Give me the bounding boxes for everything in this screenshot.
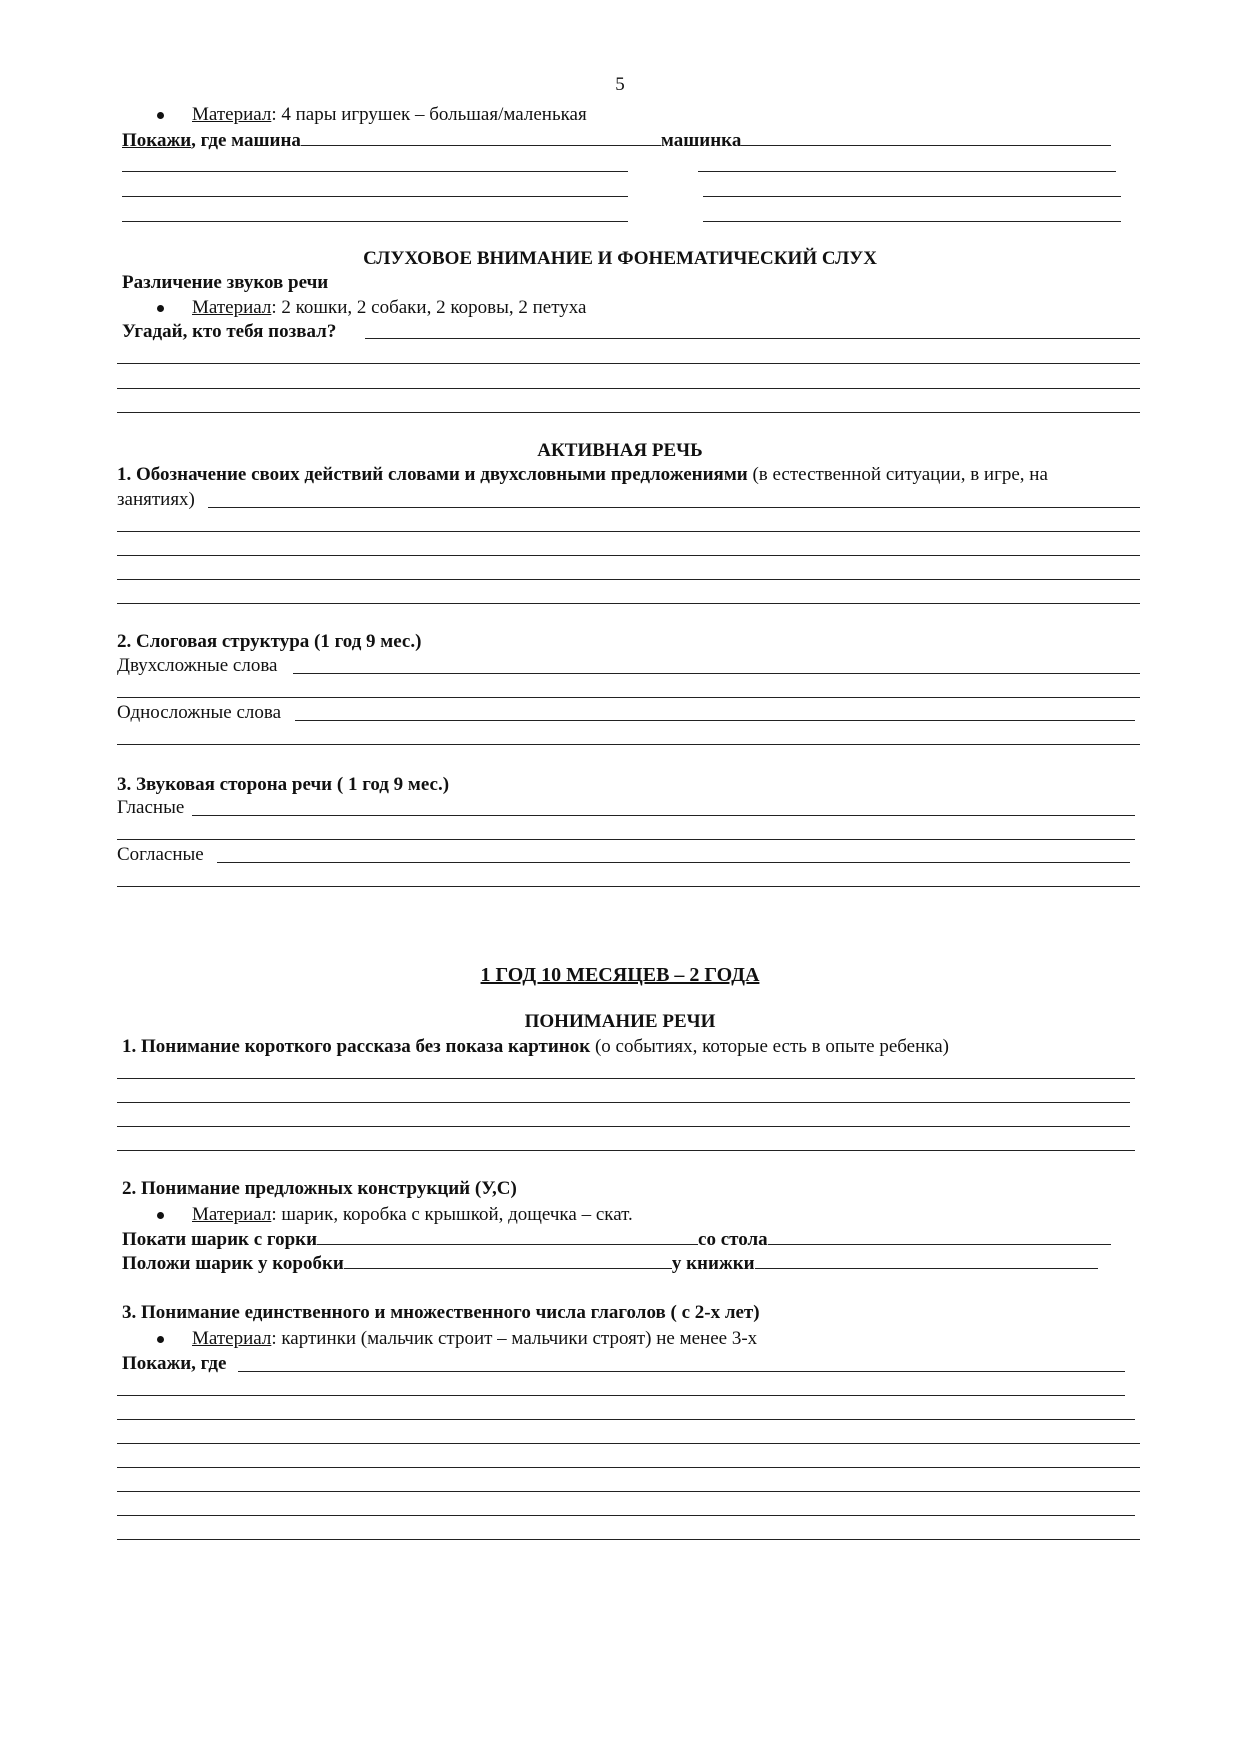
answer-line[interactable]	[703, 221, 1121, 222]
speech-understanding-heading: ПОНИМАНИЕ РЕЧИ	[524, 1011, 716, 1032]
answer-line[interactable]	[117, 1515, 1135, 1516]
material-text: : 4 пары игрушек – большая/маленькая	[271, 104, 587, 125]
answer-line[interactable]	[208, 507, 1140, 508]
answer-line[interactable]	[122, 221, 628, 222]
material-text: : 2 кошки, 2 собаки, 2 коровы, 2 петуха	[271, 297, 587, 318]
age-item3-material-line	[192, 1328, 757, 1350]
answer-line[interactable]	[217, 862, 1130, 863]
answer-line[interactable]	[117, 1395, 1125, 1396]
answer-line[interactable]	[117, 1150, 1135, 1151]
answer-line[interactable]	[122, 171, 628, 172]
near-book-label: у книжки	[671, 1253, 755, 1274]
active-item1-bold: 1. Обозначение своих действий словами и двухсловными предложениями	[117, 464, 748, 485]
bullet-icon	[157, 112, 164, 119]
put-ball-line	[122, 1253, 1098, 1275]
answer-line[interactable]	[192, 815, 1135, 816]
answer-line[interactable]	[117, 1126, 1130, 1127]
answer-line[interactable]	[117, 1078, 1135, 1079]
answer-line[interactable]	[703, 196, 1121, 197]
bullet-icon	[157, 1212, 164, 1219]
age-item2-material-line	[192, 1204, 633, 1226]
answer-line[interactable]	[117, 603, 1140, 604]
material-label: Материал	[192, 1328, 272, 1349]
answer-line[interactable]	[117, 388, 1140, 389]
answer-line[interactable]	[344, 1254, 672, 1269]
answer-line[interactable]	[117, 1467, 1140, 1468]
material-label: Материал	[192, 297, 272, 318]
answer-line[interactable]	[317, 1230, 698, 1245]
consonants-label: Согласные	[117, 844, 204, 865]
answer-line[interactable]	[741, 131, 1111, 146]
roll-ball-line	[122, 1229, 1111, 1251]
active-item1-rest: (в естественной ситуации, в игре, на	[747, 464, 1048, 485]
auditory-material-line	[192, 297, 586, 319]
show-label: Покажи	[122, 130, 192, 151]
vowels-label: Гласные	[117, 797, 185, 818]
roll-ball-label: Покати шарик с горки	[122, 1229, 318, 1250]
section-heading-active-speech: АКТИВНАЯ РЕЧЬ	[537, 440, 703, 461]
active-item2-heading: 2. Слоговая структура (1 год 9 мес.)	[117, 631, 422, 652]
age-section-heading: 1 ГОД 10 МЕСЯЦЕВ – 2 ГОДА	[480, 964, 760, 986]
answer-line[interactable]	[117, 1419, 1135, 1420]
active-item1-cont: занятиях)	[117, 489, 195, 510]
page-number: 5	[615, 74, 625, 95]
age-item1-line	[122, 1036, 949, 1058]
second-item: машинка	[660, 130, 742, 151]
material-label: Материал	[192, 104, 272, 125]
answer-line[interactable]	[117, 839, 1135, 840]
answer-line[interactable]	[698, 171, 1116, 172]
answer-line[interactable]	[238, 1371, 1125, 1372]
age-item1-bold: 1. Понимание короткого рассказа без показа картинок	[122, 1036, 591, 1057]
one-syllable-words-label: Односложные слова	[117, 702, 282, 723]
answer-line[interactable]	[117, 1443, 1140, 1444]
bullet-icon	[157, 305, 164, 312]
answer-line[interactable]	[293, 673, 1140, 674]
answer-line[interactable]	[117, 744, 1140, 745]
answer-line[interactable]	[295, 720, 1135, 721]
top-show-line	[122, 130, 1111, 152]
answer-line[interactable]	[122, 196, 628, 197]
material-text: : картинки (мальчик строит – мальчики строят) не менее 3-х	[271, 1328, 758, 1349]
answer-line[interactable]	[768, 1230, 1111, 1245]
auditory-question: Угадай, кто тебя позвал?	[122, 321, 337, 342]
top-material-line	[192, 104, 587, 126]
answer-line[interactable]	[117, 555, 1140, 556]
age-item1-rest: (о событиях, которые есть в опыте ребенка)	[590, 1036, 949, 1057]
material-text: : шарик, коробка с крышкой, дощечка – скат.	[271, 1204, 633, 1225]
answer-line[interactable]	[117, 531, 1140, 532]
show-where-label: Покажи, где	[122, 1353, 227, 1374]
age-item2-heading: 2. Понимание предложных конструкций (У,С)	[122, 1178, 517, 1199]
active-item3-heading: 3. Звуковая сторона речи ( 1 год 9 мес.)	[117, 774, 450, 795]
answer-line[interactable]	[365, 338, 1140, 339]
put-ball-label: Положи шарик у коробки	[122, 1253, 344, 1274]
section-heading-auditory: СЛУХОВОЕ ВНИМАНИЕ И ФОНЕМАТИЧЕСКИЙ СЛУХ	[363, 248, 877, 269]
answer-line[interactable]	[301, 131, 661, 146]
answer-line[interactable]	[755, 1254, 1098, 1269]
answer-line[interactable]	[117, 1491, 1140, 1492]
answer-line[interactable]	[117, 886, 1140, 887]
from-table-label: со стола	[698, 1229, 768, 1250]
age-item3-heading: 3. Понимание единственного и множественного числа глаголов ( с 2-х лет)	[122, 1302, 760, 1323]
answer-line[interactable]	[117, 1102, 1130, 1103]
answer-line[interactable]	[117, 697, 1140, 698]
show-text: , где машина	[191, 130, 301, 151]
answer-line[interactable]	[117, 1539, 1140, 1540]
answer-line[interactable]	[117, 579, 1140, 580]
subheading-sound-discrimination: Различение звуков речи	[122, 272, 329, 293]
two-syllable-words-label: Двухсложные слова	[117, 655, 278, 676]
active-item1-line	[117, 464, 1048, 486]
bullet-icon	[157, 1336, 164, 1343]
answer-line[interactable]	[117, 412, 1140, 413]
material-label: Материал	[192, 1204, 272, 1225]
answer-line[interactable]	[117, 363, 1140, 364]
